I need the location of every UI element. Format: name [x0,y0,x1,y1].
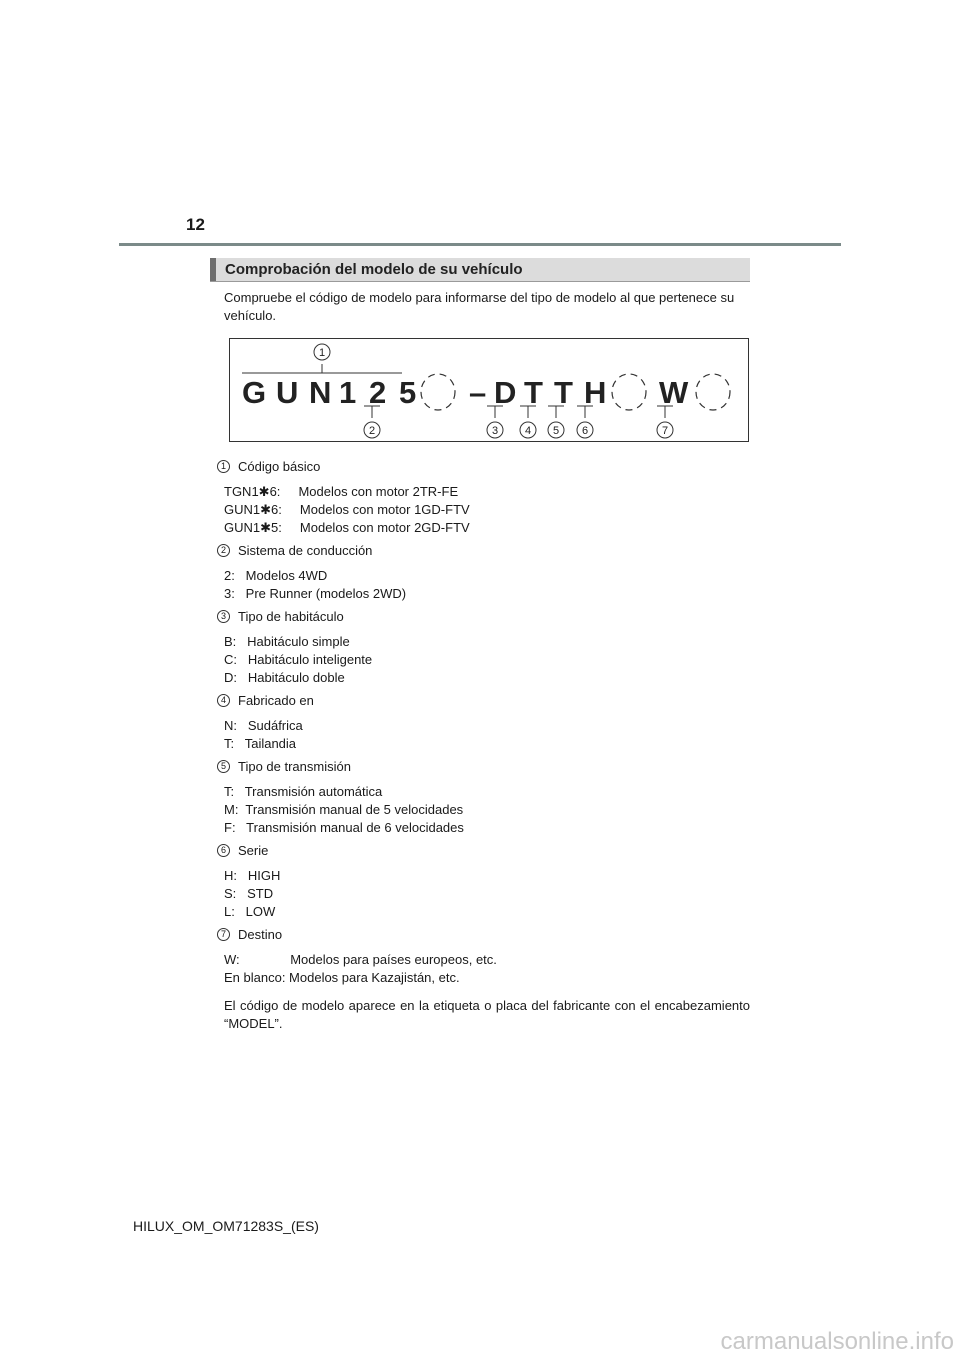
page-number: 12 [186,215,205,234]
marker-label: 3 [491,425,499,437]
marker-4 [520,422,536,438]
marker-label: 2 [368,425,376,437]
header-rule [119,243,841,246]
item-detail-line: 3: Pre Runner (modelos 2WD) [224,586,407,601]
item-detail-line: D: Habitáculo doble [224,670,345,685]
item-detail-line: N: Sudáfrica [224,718,303,733]
item-title: Sistema de conducción [238,543,373,558]
marker-label: 5 [552,425,560,437]
code-char: T [524,375,543,410]
intro-text: Compruebe el código de modelo para informarse del tipo de modelo al que pertenece su vehículo. [224,290,735,323]
item-number-2: 2 [217,544,230,557]
model-code-diagram [229,338,749,442]
item-number-4: 4 [217,694,230,707]
item-detail-line: W: Modelos para países europeos, etc. [224,952,497,967]
marker-5 [548,422,564,438]
item-detail-line: T: Transmisión automática [224,784,383,799]
item-detail-line: M: Transmisión manual de 5 velocidades [224,802,464,817]
code-char: U [276,375,299,410]
item-title: Código básico [238,459,321,474]
footer-id: HILUX_OM_OM71283S_(ES) [133,1218,319,1234]
code-char: G [242,375,267,410]
marker-label: 1 [318,347,326,359]
marker-1 [314,344,330,360]
marker-3 [487,422,503,438]
item-detail-line: TGN1✱6: Modelos con motor 2TR-FE [224,484,459,499]
item-title: Serie [238,843,269,858]
code-char: T [554,375,573,410]
marker-6 [577,422,593,438]
item-detail-line: L: LOW [224,904,276,919]
item-detail-line: B: Habitáculo simple [224,634,350,649]
code-char: D [494,375,517,410]
code-char: – [469,375,487,410]
item-title: Tipo de transmisión [238,759,351,774]
item-detail-line: H: HIGH [224,868,281,883]
marker-label: 4 [524,425,532,437]
item-detail-line: En blanco: Modelos para Kazajistán, etc. [224,970,460,985]
code-char: H [584,375,607,410]
code-char: N [309,375,332,410]
item-detail-line: C: Habitáculo inteligente [224,652,373,667]
watermark: carmanualsonline.info [720,1328,954,1355]
item-number-7: 7 [217,928,230,941]
item-number-3: 3 [217,610,230,623]
item-detail-line: GUN1✱6: Modelos con motor 1GD-FTV [224,502,470,517]
blank-slot-1 [421,374,455,410]
item-number-1: 1 [217,460,230,473]
item-title: Tipo de habitáculo [238,609,344,624]
blank-slot-2 [612,374,646,410]
blank-slot-3 [696,374,730,410]
item-number-5: 5 [217,760,230,773]
item-detail-line: F: Transmisión manual de 6 velocidades [224,820,464,835]
code-char: 5 [399,375,417,410]
item-detail-line: S: STD [224,886,274,901]
item-number-6: 6 [217,844,230,857]
item-detail-line: 2: Modelos 4WD [224,568,328,583]
item-detail-line: T: Tailandia [224,736,297,751]
marker-label: 6 [581,425,589,437]
item-title: Fabricado en [238,693,314,708]
code-char: 2 [369,375,387,410]
marker-2 [364,422,380,438]
item-detail-line: GUN1✱5: Modelos con motor 2GD-FTV [224,520,470,535]
section-underline [210,281,750,282]
marker-label: 7 [661,425,669,437]
marker-7 [657,422,673,438]
footer-note: El código de modelo aparece en la etiqueta o placa del fabricante con el encabezamiento “MODEL”. [224,998,750,1031]
section-title: Comprobación del modelo de su vehículo [225,261,523,278]
code-char: 1 [339,375,357,410]
code-char: W [659,375,689,410]
item-title: Destino [238,927,283,942]
